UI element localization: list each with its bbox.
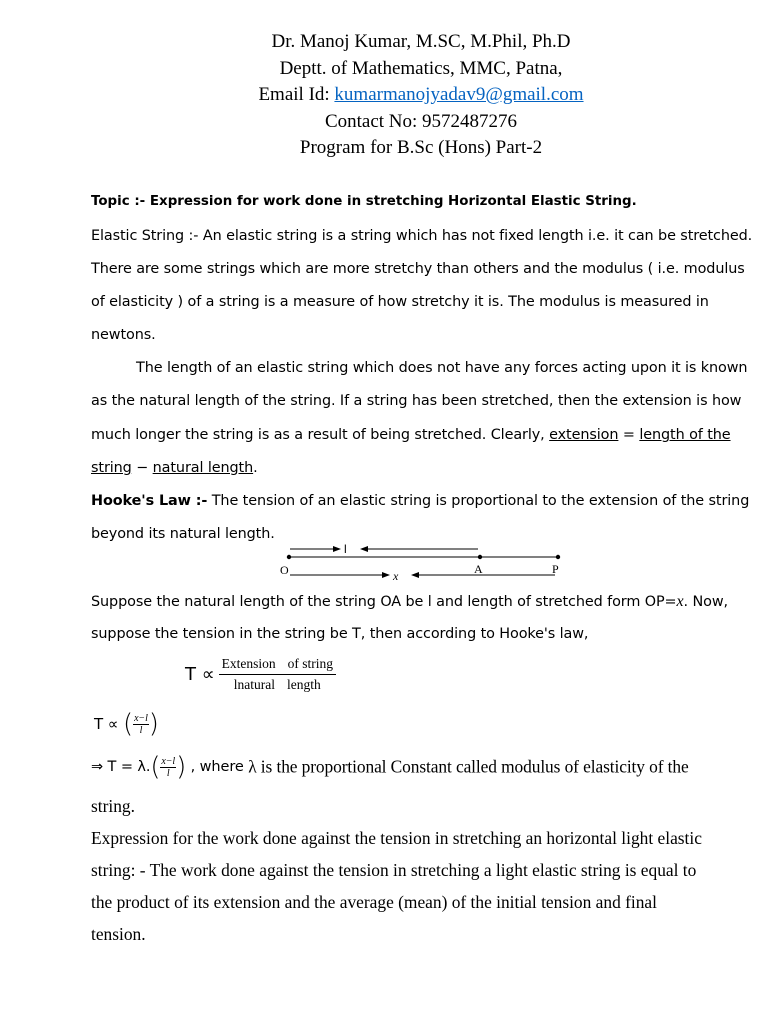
formula1-denominator: [219, 675, 336, 693]
author-header: [0, 29, 768, 162]
formula1-num-b: of string: [287, 656, 333, 671]
formula2: T ∝ ( $\frac{x-l}{l}$ ): [94, 709, 159, 739]
formula1-lhs: T ∝: [185, 664, 215, 685]
elastic-string-line-2: There are some strings which are more stretchy than others and the modulus ( i.e. modulus: [91, 261, 745, 277]
formula1-fraction: [219, 656, 336, 693]
formula2-numerator: x−l: [134, 712, 148, 724]
string-diagram: [270, 538, 570, 586]
string-word: string.: [91, 796, 135, 816]
formula3-lhs: ⇒ T = λ.: [91, 759, 151, 775]
l-arrow-left-head: [360, 546, 368, 552]
suppose-line-2: suppose the tension in the string be T, then according to Hooke's law,: [91, 626, 589, 642]
point-o-dot: [287, 555, 291, 559]
formula2-denominator: l: [139, 724, 143, 736]
x-arrow-right-head: [382, 572, 390, 578]
formula3-rest: is the proportional Constant called modulus of elasticity of the: [256, 756, 689, 777]
hookes-law-line-1: [91, 493, 749, 509]
extension-term: extension: [549, 427, 619, 443]
l-label: l: [344, 542, 347, 556]
topic-heading: Topic :- Expression for work done in stretching Horizontal Elastic String.: [91, 194, 637, 209]
email-label: Email Id:: [258, 84, 335, 105]
formula3-fraction: [160, 756, 176, 779]
suppose-line-1: [91, 593, 728, 611]
point-a-dot: [478, 555, 482, 559]
formula2-lhs: T ∝: [94, 715, 119, 733]
email-link[interactable]: kumarmanojyadav9@gmail.com: [334, 84, 584, 105]
natural-length-line-3: [91, 427, 731, 443]
x-arrow-left-head: [411, 572, 419, 578]
program-line: Program for B.Sc (Hons) Part-2: [299, 137, 543, 158]
author-name: Dr. Manoj Kumar, M.SC, M.Phil, Ph.D: [271, 31, 571, 52]
now-text: . Now,: [683, 594, 728, 610]
l-arrow-right-head: [333, 546, 341, 552]
length-of-the-term: length of the: [639, 427, 731, 443]
point-a-label: A: [474, 562, 483, 576]
work-line-2: string: - The work done against the tension in stretching a light elastic string is equal to: [91, 860, 697, 880]
email-line: [0, 82, 768, 109]
period: .: [253, 460, 258, 476]
x-label: x: [393, 569, 399, 583]
natural-length-term: natural length: [152, 460, 254, 476]
formula1-den-a: lnatural: [233, 677, 275, 692]
formula1-numerator: [219, 656, 336, 675]
contact-line: Contact No: 9572487276: [324, 110, 518, 132]
formula3-where: , where: [186, 759, 249, 775]
hookes-law-line-2: beyond its natural length.: [91, 526, 275, 542]
lambda-symbol: λ: [248, 756, 257, 777]
natural-length-line-2: as the natural length of the string. If a string has been stretched, then the extension is how: [91, 393, 742, 409]
natural-length-line-4: [91, 460, 258, 476]
string-term: string: [91, 460, 132, 476]
formula1-num-a: Extension: [221, 656, 276, 671]
work-line-3: the product of its extension and the average (mean) of the initial tension and final: [91, 892, 657, 912]
formula1-den-b: length: [287, 677, 321, 692]
natural-length-line-1: The length of an elastic string which does not have any forces acting upon it is known: [136, 360, 748, 376]
elastic-string-line-3: of elasticity ) of a string is a measure of how stretchy it is. The modulus is measured in: [91, 294, 709, 310]
suppose-text: Suppose the natural length of the string OA be l and length of stretched form OP=: [91, 594, 677, 610]
hookes-law-label: Hooke's Law :-: [91, 493, 208, 509]
point-p-dot: [556, 555, 560, 559]
formula3-numerator: x−l: [161, 755, 176, 767]
formula3-denominator: l: [166, 767, 170, 779]
equals-sign: =: [618, 427, 640, 443]
elastic-string-line-4: newtons.: [91, 327, 156, 343]
formula3-line: ⇒ T = λ.( $\frac{x-l}{l}$ ) , where λ is the proportional Constant called modulus of elasticity of the: [91, 752, 689, 782]
point-p-label: P: [552, 562, 559, 576]
department: Deptt. of Mathematics, MMC, Patna,: [279, 57, 563, 79]
proportionality-formula: [185, 656, 336, 693]
hookes-law-text: The tension of an elastic string is proportional to the extension of the string: [207, 493, 750, 509]
natural-length-text: much longer the string is as a result of being stretched. Clearly,: [91, 427, 550, 443]
work-line-4: tension.: [91, 924, 146, 944]
work-line-1: Expression for the work done against the tension in stretching an horizontal light elastic: [91, 828, 702, 848]
point-o-label: O: [280, 563, 289, 577]
x-variable: x: [676, 593, 684, 610]
elastic-string-line-1: Elastic String :- An elastic string is a string which has not fixed length i.e. it can be stretched.: [91, 228, 753, 244]
formula2-fraction: [133, 713, 149, 736]
minus-sign: −: [131, 460, 153, 476]
